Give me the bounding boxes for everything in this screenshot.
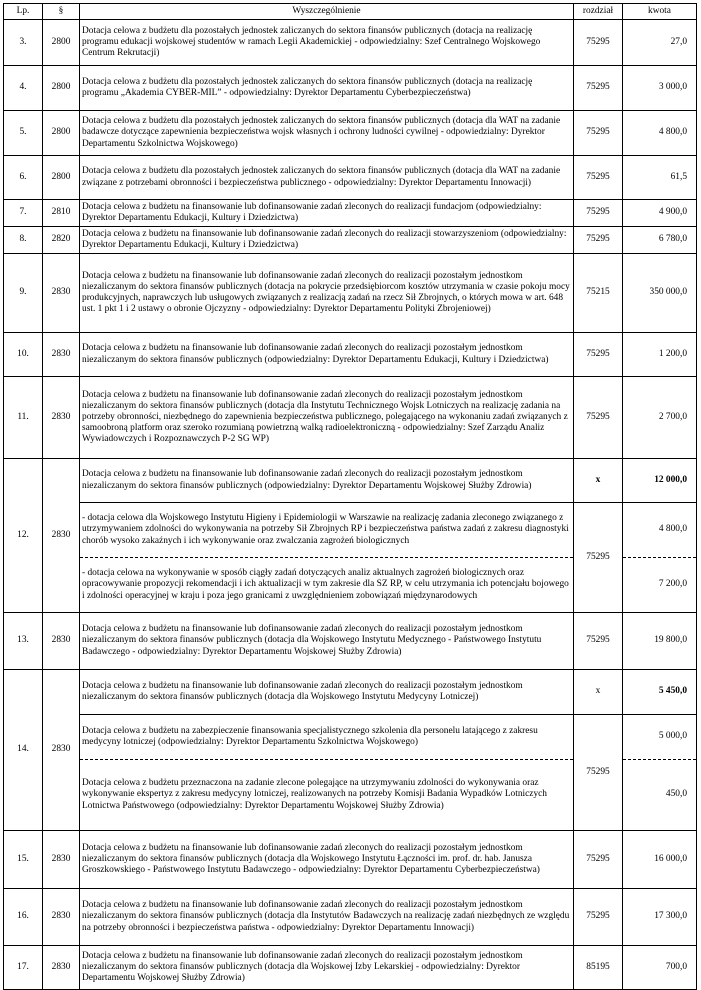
row-lp: 5.	[4, 111, 43, 156]
row-description: Dotacja celowa z budżetu dla pozostałych jednostek zaliczanych do sektora finansów publicznych (dotacja na realizację programu edukacji wojskowej studentów w ramach Legii Akademickiej - odpowiedzialny: Szef Centralnego Wojskowego Centrum Rekrutacji)	[80, 20, 574, 66]
subrow-description: Dotacja celowa z budżetu przeznaczona na zadanie zlecone polegające na utrzymywaniu zdolności do wykonywania oraz wykonywanie ekspertyz z zakresu medycyny lotniczej, realizowanych na potrzeby Komisji Badania Wypadków Lotniczych Lotnictwa Państwowego (odpowiedzialny: Dyrektor Departamentu Wojskowej Służby Zdrowia)	[80, 760, 574, 831]
row-rozdzial: 75295	[574, 613, 623, 670]
row-paragraph: 2830	[43, 377, 80, 459]
row-rozdzial: x	[574, 670, 623, 715]
row-paragraph: 2830	[43, 254, 80, 333]
table-row	[4, 227, 697, 254]
row-description: Dotacja celowa z budżetu dla pozostałych jednostek zaliczanych do sektora finansów publicznych (dotacja dla WAT na zadanie związane z potrzebami obronności i bezpieczeństwa publicznego - odpowiedzialny: Dyrektor Departamentu Innowacji)	[80, 156, 574, 200]
row-paragraph: 2800	[43, 20, 80, 66]
row-paragraph: 2800	[43, 66, 80, 111]
row-kwota: 16 000,0	[623, 831, 697, 889]
subrow-kwota: 5 000,0	[623, 715, 697, 760]
row-description: Dotacja celowa z budżetu na finansowanie lub dofinansowanie zadań zleconych do realizacji pozostałym jednostkom niezaliczanym do sektora finansów publicznych (dotacja dla Wojskowego Instytutu Medycyny Lotniczej)	[80, 670, 574, 715]
row-rozdzial: 75295	[574, 20, 623, 66]
row-paragraph: 2830	[43, 889, 80, 946]
subrow-description: - dotacja celowa na wykonywanie w sposób ciągły zadań dotyczących analiz aktualnych zagrożeń biologicznych oraz opracowywanie propozycji rekomendacji i ich aktualizacji w tym zakresie dla SZ RP, w celu utrzymania ich potencjału bojowego i zdolności operacyjnej w kraju i poza jego granicami z uwzględnieniem zobowiązań międzynarodowych	[80, 558, 574, 613]
row-lp: 15.	[4, 831, 43, 889]
row-description: Dotacja celowa z budżetu na finansowanie lub dofinansowanie zadań zleconych do realizacji pozostałym jednostkom niezaliczanym do sektora finansów publicznych (dotacja dla Wojskowego Instytutu Medycznego - Państwowego Instytutu Badawczego - odpowiedzialny: Dyrektor Departamentu Wojskowej Służby Zdrowia)	[80, 613, 574, 670]
row-rozdzial: 75295	[574, 831, 623, 889]
row-kwota: 6 780,0	[623, 227, 697, 254]
row-description: Dotacja celowa z budżetu dla pozostałych jednostek zaliczanych do sektora finansów publicznych (dotacja dla WAT na zadanie badawcze dotyczące zapewnienia bezpieczeństwa wojsk własnych i ochrony ludności cywilnej - odpowiedzialny: Dyrektor Departamentu Szkolnictwa Wojskowego)	[80, 111, 574, 156]
row-rozdzial: 75295	[574, 227, 623, 254]
header-rozdzial: rozdział	[574, 4, 623, 20]
table-row	[4, 20, 697, 66]
row-description: Dotacja celowa z budżetu na finansowanie lub dofinansowanie zadań zleconych do realizacji fundacjom (odpowiedzialny: Dyrektor Departamentu Edukacji, Kultury i Dziedzictwa)	[80, 200, 574, 227]
table-row	[4, 613, 697, 670]
header-kwota: kwota	[623, 4, 697, 20]
row-kwota: 19 800,0	[623, 613, 697, 670]
table-row	[4, 156, 697, 200]
table-row	[4, 670, 697, 715]
row-lp: 13.	[4, 613, 43, 670]
row-kwota-total: 12 000,0	[623, 459, 697, 503]
row-kwota: 61,5	[623, 156, 697, 200]
row-paragraph: 2830	[43, 459, 80, 613]
row-description: Dotacja celowa z budżetu na finansowanie lub dofinansowanie zadań zleconych do realizacji pozostałym jednostkom niezaliczanym do sektora finansów publicznych (dotacja dla Wojskowego Instytutu Łączności im. prof. dr. hab. Janusza Groszkowskiego - Państwowego Instytutu Badawczego - odpowiedzialny: Dyrektor Departamentu Cyberbezpieczeństwa)	[80, 831, 574, 889]
table-row	[4, 200, 697, 227]
row-lp: 16.	[4, 889, 43, 946]
row-paragraph: 2830	[43, 831, 80, 889]
table-row	[4, 831, 697, 889]
table-header-row	[4, 4, 697, 20]
row-kwota: 700,0	[623, 946, 697, 990]
row-rozdzial: 75295	[574, 377, 623, 459]
row-lp: 3.	[4, 20, 43, 66]
row-rozdzial: 75215	[574, 254, 623, 333]
subrow-description: - dotacja celowa dla Wojskowego Instytutu Higieny i Epidemiologii w Warszawie na realizację zadania zleconego związanego z utrzymywaniem zdolności do wykonywania na potrzeby Sił Zbrojnych RP i bezpieczeństwa państwa zadań z zakresu diagnostyki chorób wysoko zakaźnych i ich wykonywanie oraz zwalczania zagrożeń biologicznych	[80, 503, 574, 558]
row-rozdzial: 75295	[574, 200, 623, 227]
row-rozdzial: 75295	[574, 156, 623, 200]
row-description: Dotacja celowa z budżetu na finansowanie lub dofinansowanie zadań zleconych do realizacji pozostałym jednostkom niezaliczanym do sektora finansów publicznych (dotacja dla Instytutów Badawczych na realizację zadań niezbędnych ze względu na potrzeby obronności i bezpieczeństwa państwa - odpowiedzialny: Dyrektor Departamentu Innowacji)	[80, 889, 574, 946]
row-paragraph: 2820	[43, 227, 80, 254]
row-rozdzial: 75295	[574, 111, 623, 156]
row-rozdzial: x	[574, 459, 623, 503]
row-lp: 17.	[4, 946, 43, 990]
row-lp: 9.	[4, 254, 43, 333]
subrow-rozdzial: 75295	[574, 715, 623, 831]
row-description: Dotacja celowa z budżetu na finansowanie lub dofinansowanie zadań zleconych do realizacji pozostałym jednostkom niezaliczanym do sektora finansów publicznych (odpowiedzialny: Dyrektor Departamentu Wojskowej Służby Zdrowia)	[80, 459, 574, 503]
row-paragraph: 2800	[43, 156, 80, 200]
row-lp: 6.	[4, 156, 43, 200]
table-row	[4, 66, 697, 111]
table-row	[4, 111, 697, 156]
row-paragraph: 2830	[43, 613, 80, 670]
row-kwota: 1 200,0	[623, 333, 697, 377]
row-description: Dotacja celowa z budżetu na finansowanie lub dofinansowanie zadań zleconych do realizacji pozostałym jednostkom niezaliczanym do sektora finansów publicznych (dotacja dla Instytutu Technicznego Wojsk Lotniczych na realizację zadania na potrzeby obronności, niezbędnego do zapewnienia bezpieczeństwa publicznego, polegającego na wykonaniu zadań związanych z samoobroną platform oraz szeroko rozumianą powietrzną walką radioelektroniczną - odpowiedzialny: Szef Zarządu Analiz Wywiadowczych i Rozpoznawczych P-2 SG WP)	[80, 377, 574, 459]
row-description: Dotacja celowa z budżetu na finansowanie lub dofinansowanie zadań zleconych do realizacji stowarzyszeniom (odpowiedzialny: Dyrektor Departamentu Edukacji, Kultury i Dziedzictwa)	[80, 227, 574, 254]
row-kwota: 2 700,0	[623, 377, 697, 459]
header-lp: Lp.	[4, 4, 43, 20]
row-paragraph: 2800	[43, 111, 80, 156]
row-kwota-total: 5 450,0	[623, 670, 697, 715]
row-kwota: 4 800,0	[623, 111, 697, 156]
header-paragraph: §	[43, 4, 80, 20]
subrow-kwota: 7 200,0	[623, 558, 697, 613]
budget-table	[3, 3, 697, 990]
table-subrow	[4, 715, 697, 760]
row-lp: 10.	[4, 333, 43, 377]
row-kwota: 3 000,0	[623, 66, 697, 111]
row-rozdzial: 85195	[574, 946, 623, 990]
subrow-description: Dotacja celowa z budżetu na zabezpieczenie finansowania specjalistycznego szkolenia dla personelu latającego z zakresu medycyny lotniczej (odpowiedzialny: Dyrektor Departamentu Szkolnictwa Wojskowego)	[80, 715, 574, 760]
row-paragraph: 2830	[43, 333, 80, 377]
row-lp: 11.	[4, 377, 43, 459]
row-lp: 8.	[4, 227, 43, 254]
subrow-kwota: 4 800,0	[623, 503, 697, 558]
subrow-rozdzial: 75295	[574, 503, 623, 613]
row-kwota: 27,0	[623, 20, 697, 66]
row-rozdzial: 75295	[574, 889, 623, 946]
row-paragraph: 2830	[43, 946, 80, 990]
row-kwota: 350 000,0	[623, 254, 697, 333]
table-row	[4, 254, 697, 333]
row-description: Dotacja celowa z budżetu na finansowanie lub dofinansowanie zadań zleconych do realizacji pozostałym jednostkom niezaliczanym do sektora finansów publicznych (odpowiedzialny: Dyrektor Departamentu Edukacji, Kultury i Dziedzictwa)	[80, 333, 574, 377]
row-description: Dotacja celowa z budżetu dla pozostałych jednostek zaliczanych do sektora finansów publicznych (dotacja na realizację programu „Akademia CYBER-MIL” - odpowiedzialny: Dyrektor Departamentu Cyberbezpieczeństwa)	[80, 66, 574, 111]
table-row	[4, 459, 697, 503]
row-rozdzial: 75295	[574, 66, 623, 111]
subrow-kwota: 450,0	[623, 760, 697, 831]
table-row	[4, 889, 697, 946]
row-paragraph: 2810	[43, 200, 80, 227]
row-description: Dotacja celowa z budżetu na finansowanie lub dofinansowanie zadań zleconych do realizacji pozostałym jednostkom niezaliczanym do sektora finansów publicznych (dotacja na pokrycie przedsiębiorcom kosztów utrzymania w czasie pokoju mocy produkcyjnych, naprawczych lub usługowych związanych z realizacją zadań na rzecz Sił Zbrojnych, o których mowa w art. 648 ust. 1 pkt 1 i 2 ustawy o obronie Ojczyzny - odpowiedzialny: Dyrektor Departamentu Polityki Zbrojeniowej)	[80, 254, 574, 333]
row-description: Dotacja celowa z budżetu na finansowanie lub dofinansowanie zadań zleconych do realizacji pozostałym jednostkom niezaliczanym do sektora finansów publicznych (dotacja dla Wojskowej Izby Lekarskiej - odpowiedzialny: Dyrektor Departamentu Wojskowej Służby Zdrowia)	[80, 946, 574, 990]
row-lp: 14.	[4, 670, 43, 831]
row-kwota: 4 900,0	[623, 200, 697, 227]
row-rozdzial: 75295	[574, 333, 623, 377]
row-kwota: 17 300,0	[623, 889, 697, 946]
table-subrow	[4, 503, 697, 558]
row-lp: 7.	[4, 200, 43, 227]
table-row	[4, 946, 697, 990]
table-row	[4, 333, 697, 377]
header-description: Wyszczególnienie	[80, 4, 574, 20]
table-row	[4, 377, 697, 459]
row-lp: 12.	[4, 459, 43, 613]
row-paragraph: 2830	[43, 670, 80, 831]
row-lp: 4.	[4, 66, 43, 111]
